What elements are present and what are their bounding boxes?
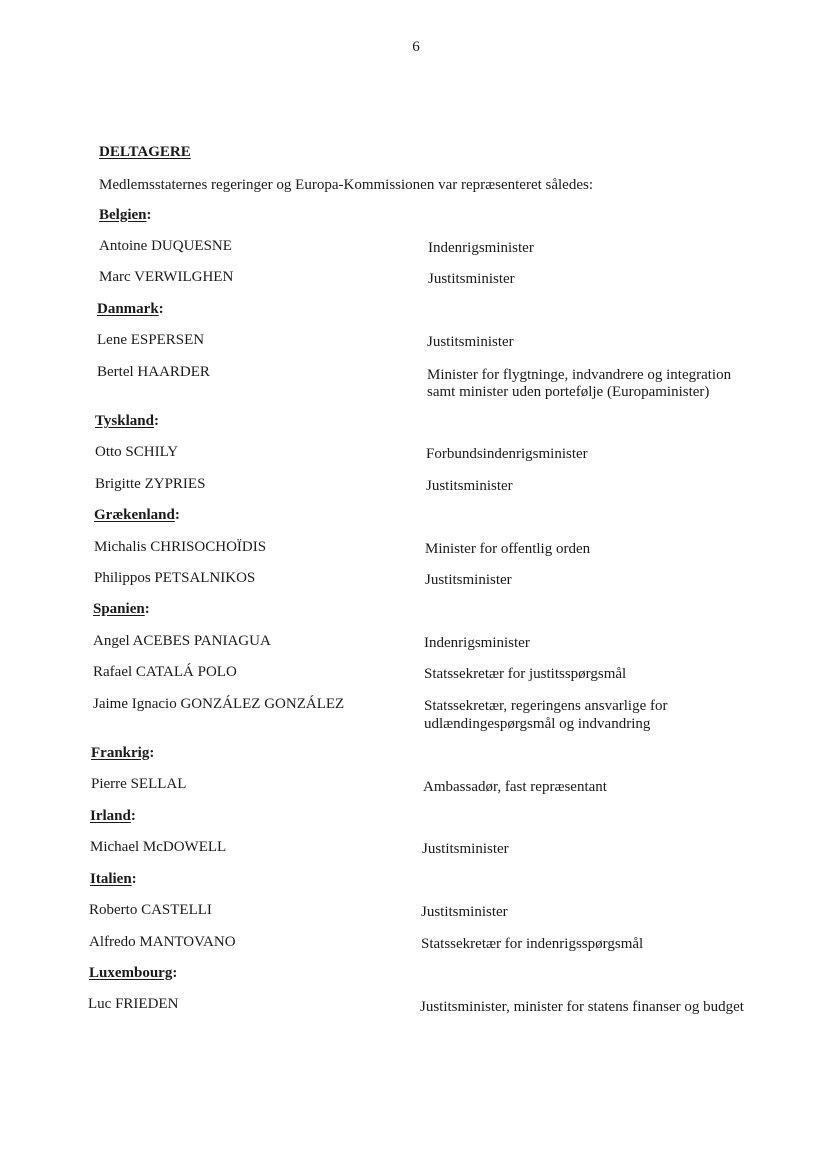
delegate-name: Angel ACEBES PANIAGUA (93, 633, 271, 649)
delegate-role: Justitsminister (421, 904, 508, 920)
delegate-role: Justitsminister (427, 334, 514, 350)
delegate-role: Indenrigsminister (424, 635, 530, 651)
delegate-name: Marc VERWILGHEN (99, 269, 234, 285)
delegate-name: Pierre SELLAL (91, 776, 187, 792)
delegate-role: Indenrigsminister (428, 240, 534, 256)
delegate-role: Justitsminister (425, 572, 512, 588)
section-heading: DELTAGERE (99, 144, 191, 160)
delegate-role: Minister for offentlig orden (425, 541, 591, 557)
delegate-name: Alfredo MANTOVANO (89, 934, 236, 950)
delegate-name: Michalis CHRISOCHOÏDIS (94, 539, 267, 555)
delegate-name: Rafael CATALÁ POLO (93, 664, 237, 680)
country-heading-tyskland: Tyskland: (95, 413, 159, 429)
delegate-name: Bertel HAARDER (97, 364, 210, 380)
country-heading-luxembourg: Luxembourg: (89, 965, 178, 981)
delegate-role: Statssekretær, regeringens ansvarlige for (424, 698, 668, 714)
country-heading-irland: Irland: (90, 808, 136, 824)
delegate-name: Philippos PETSALNIKOS (94, 570, 256, 586)
delegate-name: Luc FRIEDEN (88, 996, 179, 1012)
delegate-name: Lene ESPERSEN (97, 332, 205, 348)
country-heading-graekenland: Grækenland: (94, 507, 180, 523)
delegate-role: Statssekretær for justitsspørgsmål (424, 666, 627, 682)
delegate-name: Jaime Ignacio GONZÁLEZ GONZÁLEZ (93, 696, 345, 712)
country-heading-italien: Italien: (90, 871, 137, 887)
delegate-role: Forbundsindenrigsminister (426, 446, 588, 462)
intro-text: Medlemsstaternes regeringer og Europa-Kommissionen var repræsenteret således: (99, 177, 594, 193)
delegate-role: Statssekretær for indenrigsspørgsmål (421, 936, 644, 952)
delegate-name: Michael McDOWELL (90, 839, 227, 855)
delegate-role: Justitsminister, minister for statens finanser og budget (420, 999, 744, 1015)
delegate-role: Justitsminister (428, 271, 515, 287)
country-heading-frankrig: Frankrig: (91, 745, 155, 761)
delegate-name: Otto SCHILY (95, 444, 179, 460)
delegate-role: Ambassadør, fast repræsentant (423, 779, 607, 795)
delegate-role-cont: samt minister uden portefølje (Europaminister) (427, 384, 710, 400)
country-heading-spanien: Spanien: (93, 601, 150, 617)
country-heading-danmark: Danmark: (97, 301, 164, 317)
delegate-name: Antoine DUQUESNE (99, 238, 232, 254)
delegate-role: Minister for flygtninge, indvandrere og integration (427, 367, 732, 383)
delegate-role: Justitsminister (426, 478, 513, 494)
delegate-name: Brigitte ZYPRIES (95, 476, 206, 492)
delegate-name: Roberto CASTELLI (89, 902, 212, 918)
page-number: 6 (412, 39, 420, 55)
delegate-role: Justitsminister (422, 841, 509, 857)
country-heading-belgien: Belgien: (99, 207, 152, 223)
delegate-role-cont: udlændingespørgsmål og indvandring (424, 716, 651, 732)
